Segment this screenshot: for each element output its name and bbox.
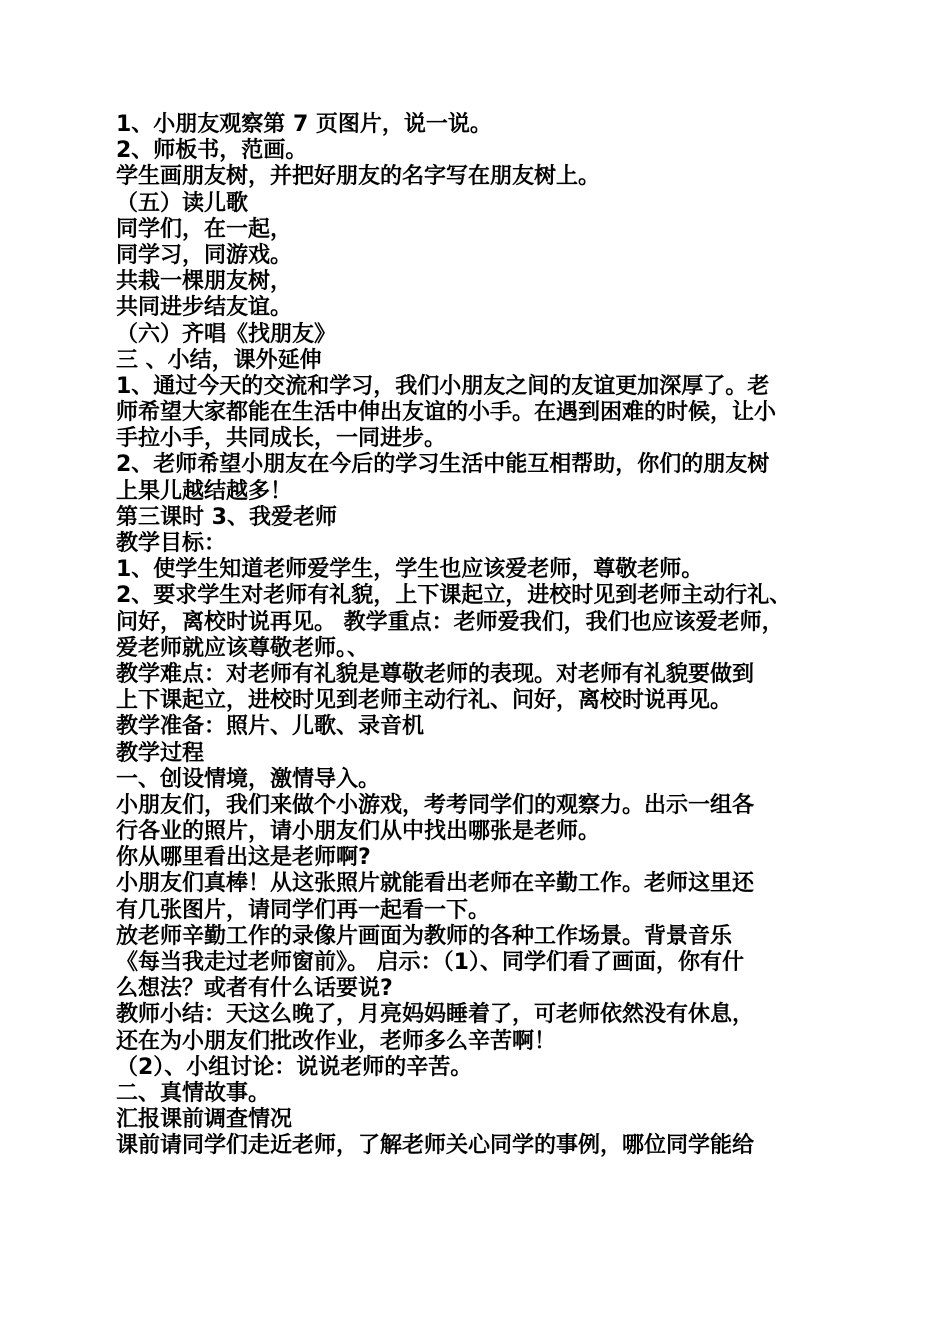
text-line: 有几张图片，请同学们再一起看一下。: [116, 897, 491, 923]
text-line: 2、要求学生对老师有礼貌，上下课起立，进校时见到老师主动行礼、: [116, 583, 792, 609]
text-line: 2、师板书，范画。: [116, 138, 308, 164]
text-line: （五）读儿歌: [116, 190, 249, 216]
text-line: 行各业的照片，请小朋友们从中找出哪张是老师。: [116, 819, 601, 845]
text-line: 学生画朋友树，并把好朋友的名字写在朋友树上。: [116, 164, 601, 190]
text-line: 手拉小手，共同成长，一同进步。: [116, 426, 447, 452]
text-line: 问好，离校时说再见。 教学重点：老师爱我们，我们也应该爱老师，: [116, 609, 784, 635]
text-line: 二、真情故事。: [116, 1080, 271, 1106]
text-line: 上果儿越结越多！: [116, 478, 293, 504]
text-line: 课前请同学们走近老师，了解老师关心同学的事例，哪位同学能给: [116, 1133, 755, 1159]
text-line: 放老师辛勤工作的录像片画面为教师的各种工作场景。背景音乐: [116, 923, 733, 949]
text-line: 共同进步结友谊。: [116, 295, 293, 321]
text-line: 教学过程: [116, 740, 205, 766]
text-line: 一、创设情境，激情导入。: [116, 766, 381, 792]
text-line: 你从哪里看出这是老师啊?: [116, 845, 371, 871]
text-line: 还在为小朋友们批改作业，老师多么辛苦啊！: [116, 1028, 557, 1054]
text-line: 么想法？或者有什么话要说?: [116, 976, 393, 1002]
text-line: 汇报课前调查情况: [116, 1107, 293, 1133]
text-line: 《每当我走过老师窗前》。 启示：（1）、同学们看了画面，你有什: [116, 950, 744, 975]
text-line: 同学们，在一起，: [116, 216, 293, 242]
text-line: （2）、小组讨论：说说老师的辛苦。: [116, 1054, 473, 1080]
text-line: 师希望大家都能在生活中伸出友谊的小手。在遇到困难的时候，让小: [116, 400, 777, 426]
document-body: [116, 112, 846, 1160]
text-line: 爱老师就应该尊敬老师。、: [116, 635, 370, 661]
text-line: 三 、小结，课外延伸: [116, 347, 322, 373]
text-line: 1、通过今天的交流和学习，我们小朋友之间的友谊更加深厚了。老: [116, 373, 770, 399]
text-line: 教学准备：照片、儿歌、录音机: [116, 714, 425, 740]
text-line: 2、老师希望小朋友在今后的学习生活中能互相帮助，你们的朋友树: [116, 452, 770, 478]
text-line: 1、使学生知道老师爱学生，学生也应该爱老师，尊敬老师。: [116, 557, 704, 583]
text-line: 第三课时 3、我爱老师: [116, 504, 337, 530]
text-line: 小朋友们真棒！从这张照片就能看出老师在辛勤工作。老师这里还: [116, 871, 755, 897]
text-line: （六）齐唱《找朋友》: [116, 321, 337, 347]
text-line: 教学目标：: [116, 531, 227, 556]
text-line: 共栽一棵朋友树，: [116, 269, 293, 295]
text-line: 教师小结：天这么晚了，月亮妈妈睡着了，可老师依然没有休息，: [116, 1002, 755, 1028]
text-line: 上下课起立，进校时见到老师主动行礼、问好，离校时说再见。: [116, 688, 733, 714]
text-line: 同学习，同游戏。: [116, 242, 293, 268]
text-line: 小朋友们，我们来做个小游戏，考考同学们的观察力。出示一组各: [116, 792, 755, 818]
text-line: 1、小朋友观察第 7 页图片，说一说。: [116, 112, 492, 137]
text-line: 教学难点：对老师有礼貌是尊敬老师的表现。对老师有礼貌要做到: [116, 661, 755, 687]
